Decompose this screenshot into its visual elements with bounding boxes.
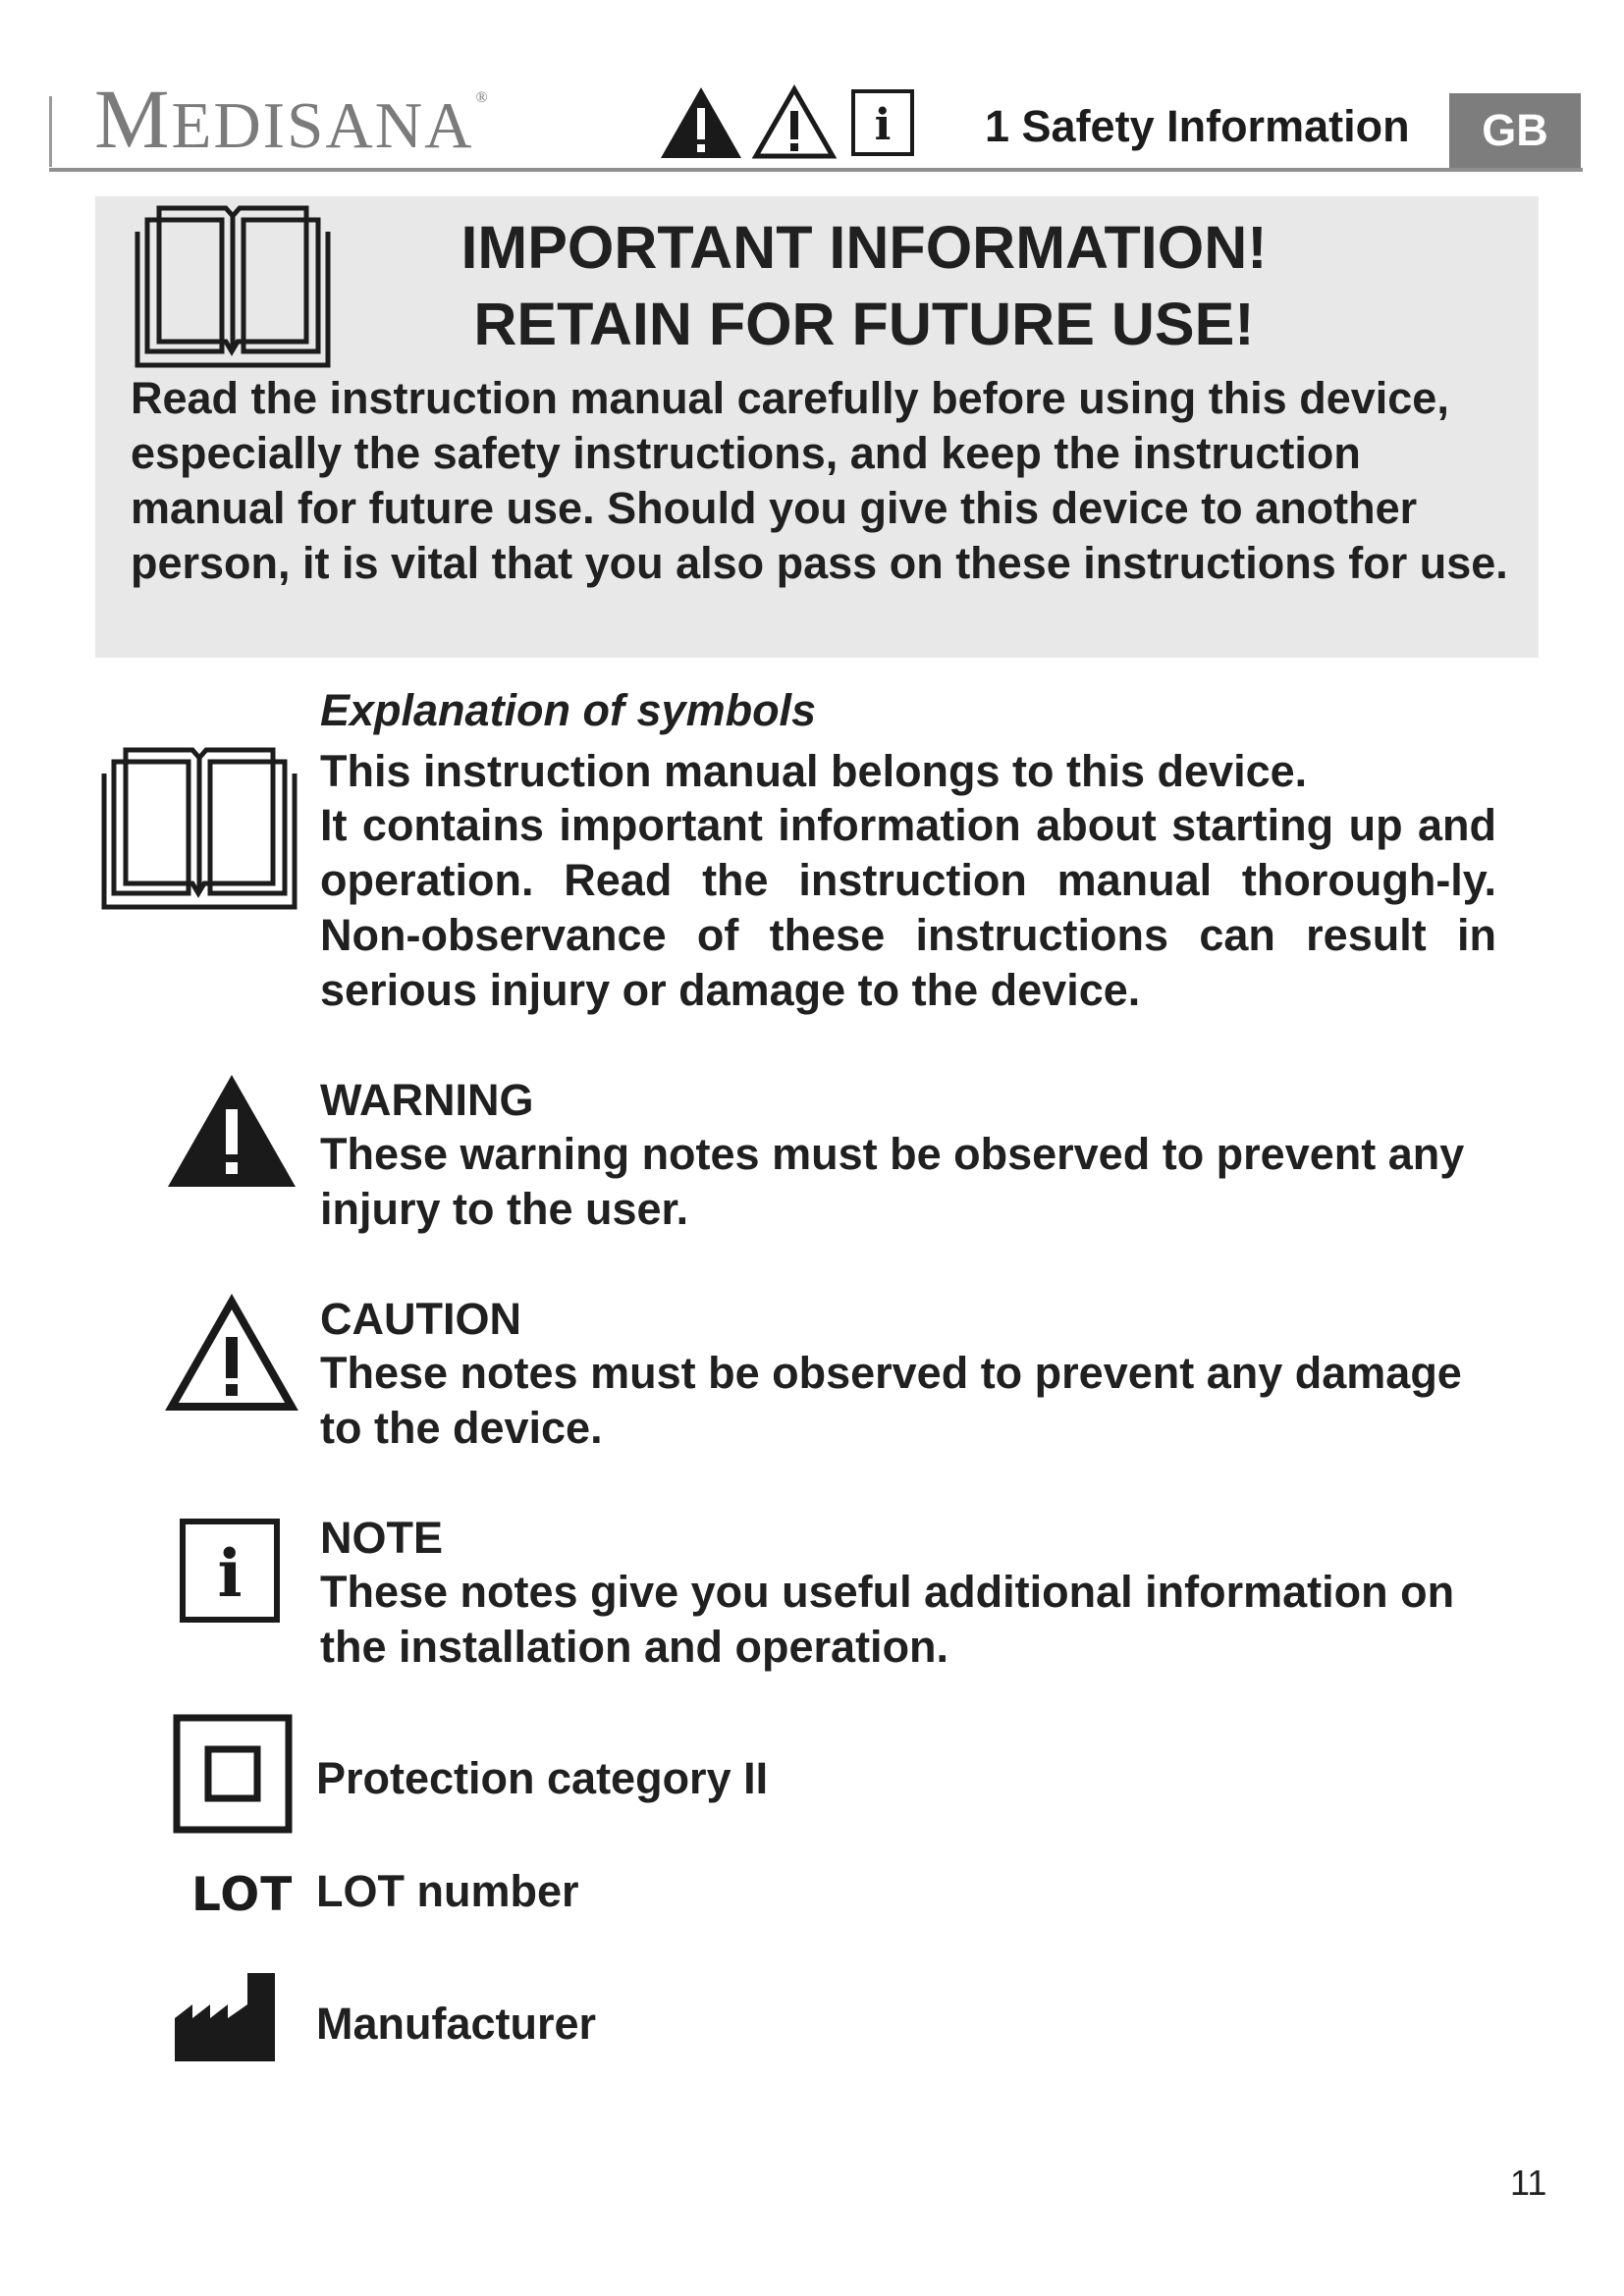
warning-filled-icon — [165, 1072, 298, 1190]
svg-text:i: i — [217, 1535, 243, 1612]
brand-logo: MEDISANA ® — [94, 72, 490, 166]
lot-label: LOT number — [316, 1866, 579, 1916]
warning-text: These warning notes must be observed to prevent any injury to the user. — [320, 1129, 1465, 1234]
caution-outline-icon — [751, 84, 838, 161]
warning-title: WARNING — [320, 1075, 534, 1125]
section-title: 1 Safety Information — [985, 101, 1410, 151]
manufacturer-label: Manufacturer — [316, 1999, 597, 2049]
info-box-icon — [850, 88, 915, 157]
open-book-icon — [96, 744, 302, 913]
caution-text: These notes must be observed to prevent any damage to the device. — [320, 1348, 1462, 1453]
note-title: NOTE — [320, 1513, 444, 1563]
caution-outline-icon — [165, 1294, 298, 1415]
protection-label: Protection category II — [316, 1753, 769, 1803]
important-title — [373, 209, 1355, 362]
manual-line1: This instruction manual belongs to this device. — [320, 746, 1308, 796]
factory-icon — [173, 1969, 277, 2063]
header-rule — [49, 168, 1583, 172]
header-left-rule — [49, 96, 52, 167]
lot-symbol: LOT — [191, 1868, 294, 1922]
important-title-line2: RETAIN FOR FUTURE USE! — [473, 291, 1255, 357]
note-text: These notes give you useful additional information on the installation and operation. — [320, 1567, 1455, 1672]
double-square-icon — [173, 1714, 293, 1834]
warning-filled-icon — [658, 84, 744, 161]
manual-text: It contains important information about starting up and operation. Read the instruction manual thorough-ly. Non-observance of these instructions can result in serious injury or damage to the device. — [320, 800, 1496, 1015]
page-number: 11 — [1510, 2163, 1547, 2203]
symbols-heading: Explanation of symbols — [320, 685, 817, 735]
caution-title: CAUTION — [320, 1294, 521, 1344]
important-text: Read the instruction manual carefully before using this device, especially the safety instructions, and keep the instruction manual for future use. Should you give this device to another person, it is vital that you also pass on these instructions for use. — [131, 373, 1508, 588]
info-box-icon — [179, 1518, 281, 1624]
open-book-icon — [130, 202, 336, 371]
language-tab: GB — [1449, 93, 1581, 168]
svg-text:i: i — [874, 100, 892, 150]
important-title-line1: IMPORTANT INFORMATION! — [460, 214, 1268, 281]
